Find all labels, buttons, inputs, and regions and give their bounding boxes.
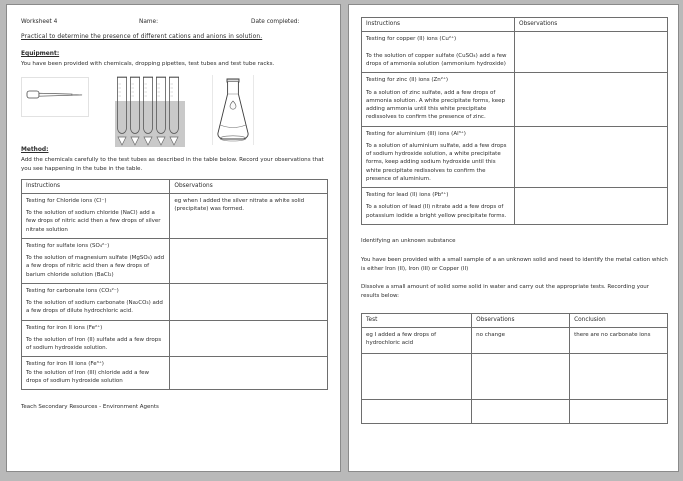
table-row [362, 188, 668, 225]
page-footer: Teach Secondary Resources - Environment Agents [21, 404, 159, 411]
observations-cell[interactable] [472, 399, 570, 423]
table-row [22, 357, 328, 390]
column-header-test: Test [362, 313, 472, 327]
column-header-observations: Observations [472, 313, 570, 327]
instruction-body: To a solution of lead (II) nitrate add a few drops of potassium iodide a bright yellow precipitate forms. [366, 204, 507, 219]
test-tube-rack-icon [115, 75, 185, 147]
instruction-cell [362, 126, 515, 188]
instruction-title: Testing for sulfate ions (SO₄²⁻) [26, 242, 110, 249]
worksheet-page-right [348, 4, 679, 472]
observation-cell[interactable] [170, 238, 328, 283]
table-header-row [362, 313, 668, 327]
instruction-cell [362, 73, 515, 126]
instruction-title: Testing for Chloride ions (Cl⁻) [26, 197, 107, 204]
test-tube-rack-image [115, 75, 185, 147]
instruction-cell [22, 320, 170, 357]
instruction-title: Testing for lead (II) ions (Pb²⁺) [366, 192, 449, 199]
table-row [362, 126, 668, 188]
instruction-cell [362, 188, 515, 225]
instruction-body: To the solution of Iron (II) sulfate add a few drops of sodium hydroxide solution. [26, 336, 162, 352]
observation-cell[interactable] [515, 188, 668, 225]
equipment-heading: Equipment: [21, 51, 60, 57]
results-table [361, 313, 668, 424]
ion-tests-table-left [21, 179, 328, 390]
instruction-cell [22, 238, 170, 283]
unknown-substance-paragraph-1: You have been provided with a small sample of a an unknown solid and need to identify the metal cation which is either Iron (II), Iron (III) or Copper (II) [361, 256, 668, 272]
conclusion-cell[interactable]: there are no carbonate ions [570, 327, 668, 353]
column-header-observations: Observations [515, 18, 668, 32]
observation-cell[interactable] [170, 357, 328, 390]
observation-cell[interactable] [170, 320, 328, 357]
test-cell[interactable] [362, 399, 472, 423]
table-header-row [22, 180, 328, 194]
instruction-title: Testing for copper (II) ions (Cu²⁺) [366, 35, 457, 42]
date-completed-label: Date completed: [251, 19, 300, 25]
student-name-label: Name: [139, 19, 159, 25]
instruction-cell [362, 31, 515, 73]
observation-cell[interactable] [515, 73, 668, 126]
method-heading: Method: [21, 147, 49, 154]
observation-cell[interactable] [515, 126, 668, 188]
observation-cell[interactable]: eg when I added the silver nitrate a white solid (precipitate) was formed. [170, 193, 328, 238]
table-row [362, 399, 668, 423]
ion-tests-table-right [361, 17, 668, 225]
dropping-pipette-icon [22, 78, 88, 116]
instruction-title: Testing for aluminium (III) ions (Al³⁺) [366, 130, 466, 137]
test-cell[interactable] [362, 353, 472, 399]
table-row [22, 283, 328, 320]
instruction-title: Testing for iron II ions (Fe²⁺) [26, 324, 103, 331]
conclusion-cell[interactable] [570, 353, 668, 399]
column-header-observations: Observations [170, 180, 328, 194]
instruction-body: To the solution of sodium chloride (NaCl) add a few drops of nitric acid then a few drops of silver nitrate solution [26, 210, 161, 233]
unknown-substance-paragraph-2: Dissolve a small amount of solid some solid in water and carry out the appropriate tests. Recording your results below: [361, 284, 650, 300]
instruction-body: To the solution of copper sulfate (CuSO₄) add a few drops of ammonia solution (ammonium hydroxide) [366, 52, 507, 68]
unknown-substance-heading: Identifying an unknown substance [361, 237, 456, 244]
dropping-pipette-image [21, 77, 89, 117]
table-header-row [362, 18, 668, 32]
table-row [362, 327, 668, 353]
worksheet-header [21, 19, 328, 25]
worksheet-page-left [6, 4, 341, 472]
instruction-body: To a solution of aluminium sulfate, add a few drops of sodium hydroxide solution, a white precipitate forms, keep adding sodium hydroxide until this white precipitate redissolves to confirm the presence of aluminium. [366, 142, 507, 182]
worksheet-number-label: Worksheet 4 [21, 19, 58, 25]
table-row [22, 193, 328, 238]
equipment-text: You have been provided with chemicals, dropping pipettes, test tubes and test tube racks. [21, 61, 275, 67]
instruction-title: Testing for iron III ions (Fe³⁺) [26, 361, 104, 368]
observation-cell[interactable] [170, 283, 328, 320]
table-row [362, 353, 668, 399]
column-header-conclusion: Conclusion [570, 313, 668, 327]
conclusion-cell[interactable] [570, 399, 668, 423]
instruction-cell [22, 357, 170, 390]
column-header-instructions: Instructions [22, 180, 170, 194]
instruction-body: To the solution of magnesium sulfate (MgSO₄) add a few drops of nitric acid then a few drops of barium chloride solution (BaCl₂) [26, 255, 165, 278]
observation-cell[interactable] [515, 31, 668, 73]
table-row [22, 238, 328, 283]
instruction-body: To a solution of zinc sulfate, add a few drops of ammonia solution. A white precipitate forms, keep adding ammonia until this white precipitate redissolves to confirm the presence of zinc. [366, 89, 506, 121]
table-row [22, 320, 328, 357]
instruction-title: Testing for zinc (II) ions (Zn²⁺) [366, 77, 448, 84]
table-row [362, 31, 668, 73]
instruction-body: To the solution of sodium carbonate (Na₂CO₃) add a few drops of dilute hydrochloric acid. [26, 300, 163, 315]
instruction-title: Testing for carbonate ions (CO₃²⁻) [26, 287, 119, 294]
test-cell[interactable]: eg I added a few drops of hydrochloric acid [362, 327, 472, 353]
table-row [362, 73, 668, 126]
instruction-cell [22, 193, 170, 238]
conical-flask-icon [213, 75, 253, 143]
column-header-instructions: Instructions [362, 18, 515, 32]
practical-title: Practical to determine the presence of different cations and anions in solution. [21, 34, 263, 40]
observations-cell[interactable]: no change [472, 327, 570, 353]
conical-flask-image [212, 75, 254, 145]
equipment-illustrations [21, 75, 328, 137]
method-text: Add the chemicals carefully to the test tubes as described in the table below. Record your observations that you see happening in the tube in the table. [21, 157, 324, 172]
instruction-cell [22, 283, 170, 320]
instruction-body: To the solution of Iron (III) chloride add a few drops of sodium hydroxide solution [26, 369, 150, 384]
observations-cell[interactable] [472, 353, 570, 399]
